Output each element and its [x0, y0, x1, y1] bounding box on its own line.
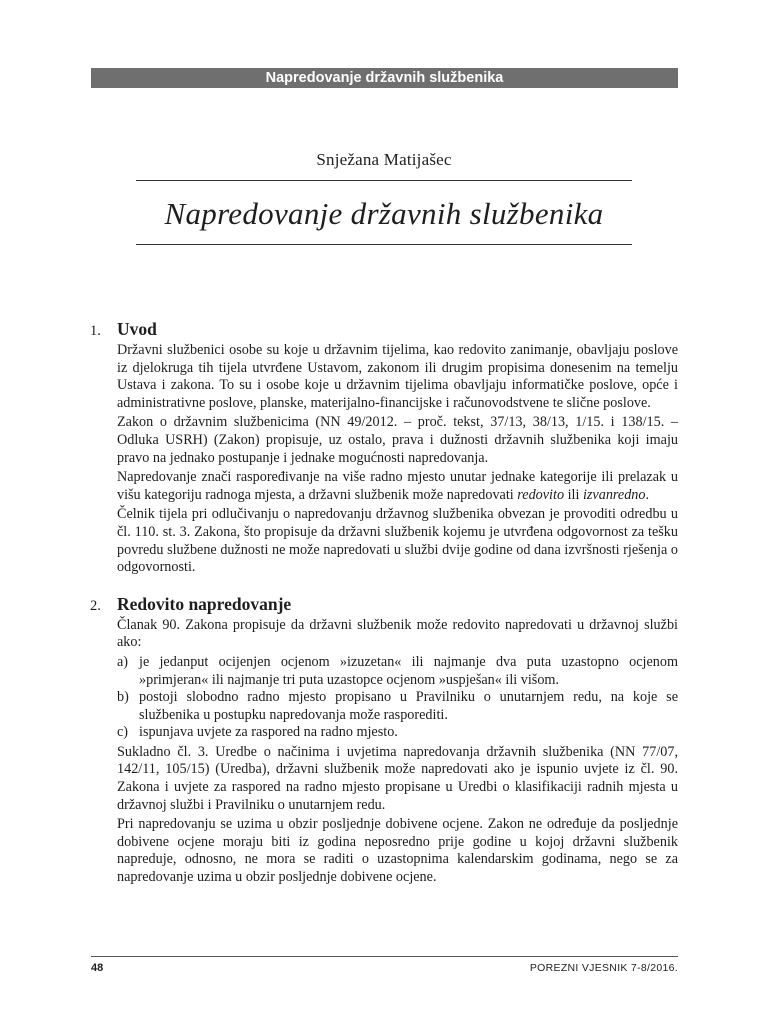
author-rule — [136, 180, 632, 181]
article-title: Napredovanje državnih službenika — [164, 196, 604, 231]
list-item: a) je jedanput ocijenjen ocjenom »izuzetan« ili najmanje dva puta uzastopno ocjenom »primjeran« ili najmanje tri puta uzastopce ocjenom »uspješan« ili višom. — [117, 653, 678, 688]
section-heading-redovito-napredovanje — [90, 593, 678, 615]
paragraph: Državni službenici osobe su koje u državnim tijelima, kao redovito zanimanje, obavljaju poslove iz djelokruga tih tijela utvrđene Ustavom, zakonom ili drugim propisima donesenim na temelju Ustava i zakona. To su i osobe koje u državnim tijelima obavljaju informatičke poslove, opće i administrativne poslove, planske, materijalno-financijske i računovodstvene te slične poslove. — [117, 342, 678, 411]
running-header: Napredovanje državnih službenika — [91, 68, 678, 88]
footer-rule — [91, 956, 678, 957]
page-number: 48 — [91, 962, 104, 974]
section-number: 2. — [90, 597, 101, 614]
paragraph: Napredovanje znači raspoređivanje na više radno mjesto unutar jednake kategorije ili prelazak u višu kategoriju radnoga mjesta, a državni službenik može napredovati redovito ili izvanredno. — [117, 469, 678, 503]
paragraph: Čelnik tijela pri odlučivanju o napredovanju državnog službenika obvezan je provoditi odredbu u čl. 110. st. 3. Zakona, što propisuje da državni službenik kojemu je utvrđena odgovornost za tešku povredu službene dužnosti ne može napredovati u službi dvije godine od dana izvršnosti rješenja o odgovornosti. — [117, 506, 678, 576]
journal-name: POREZNI VJESNIK 7-8/2016. — [529, 962, 678, 974]
conditions-list — [117, 654, 678, 742]
section-number: 1. — [90, 323, 101, 339]
article-author: Snježana Matijašec — [316, 150, 452, 169]
paragraph: Zakon o državnim službenicima (NN 49/2012. – proč. tekst, 37/13, 38/13, 1/15. i 138/15. – Odluka USRH) (Zakon) propisuje, uz ostalo, prava i dužnosti državnih službenika koji imaju pravo na jednako postupanje i jednake mogućnosti napredovanja. — [117, 414, 678, 466]
section-title: Redovito napredovanje — [117, 593, 292, 614]
emphasis-izvanredno: izvanredno — [582, 486, 646, 503]
paragraph: Pri napredovanju se uzima u obzir posljednje dobivene ocjene. Zakon ne određuje da posljednje dobivene ocjene moraju biti iz godina neposredno prije godine u kojoj državni službenik napreduje, odnosno, ne mora se raditi o uzastopnima kalendarskim godinama, nego se za napredovanje uzima u obzir posljednje dobivene ocjene. — [117, 816, 678, 886]
emphasis-redovito: redovito — [517, 486, 565, 503]
paragraph: Članak 90. Zakona propisuje da državni službenik može redovito napredovati u državnoj službi ako: — [117, 616, 678, 651]
list-item: b) postoji slobodno radno mjesto propisano u Pravilniku o unutarnjem redu, na koje se službenika u postupku napredovanja može rasporediti. — [117, 689, 678, 723]
list-item: c) ispunjava uvjete za raspored na radno mjesto. — [117, 724, 398, 741]
article-body — [90, 318, 678, 889]
paragraph: Sukladno čl. 3. Uredbe o načinima i uvjetima napredovanja državnih službenika (NN 77/07, 142/11, 105/15) (Uredba), državni službenik može napredovati ako je ispunio uvjete iz čl. 90. Zakona i uvjete za raspored na radno mjesto propisane u Uredbi o klasifikaciji radnih mjesta u državnoj službi i Pravilniku o unutarnjem redu. — [117, 743, 678, 813]
title-rule — [136, 244, 632, 245]
section-title: Uvod — [117, 319, 157, 339]
section-heading-uvod — [90, 318, 678, 340]
